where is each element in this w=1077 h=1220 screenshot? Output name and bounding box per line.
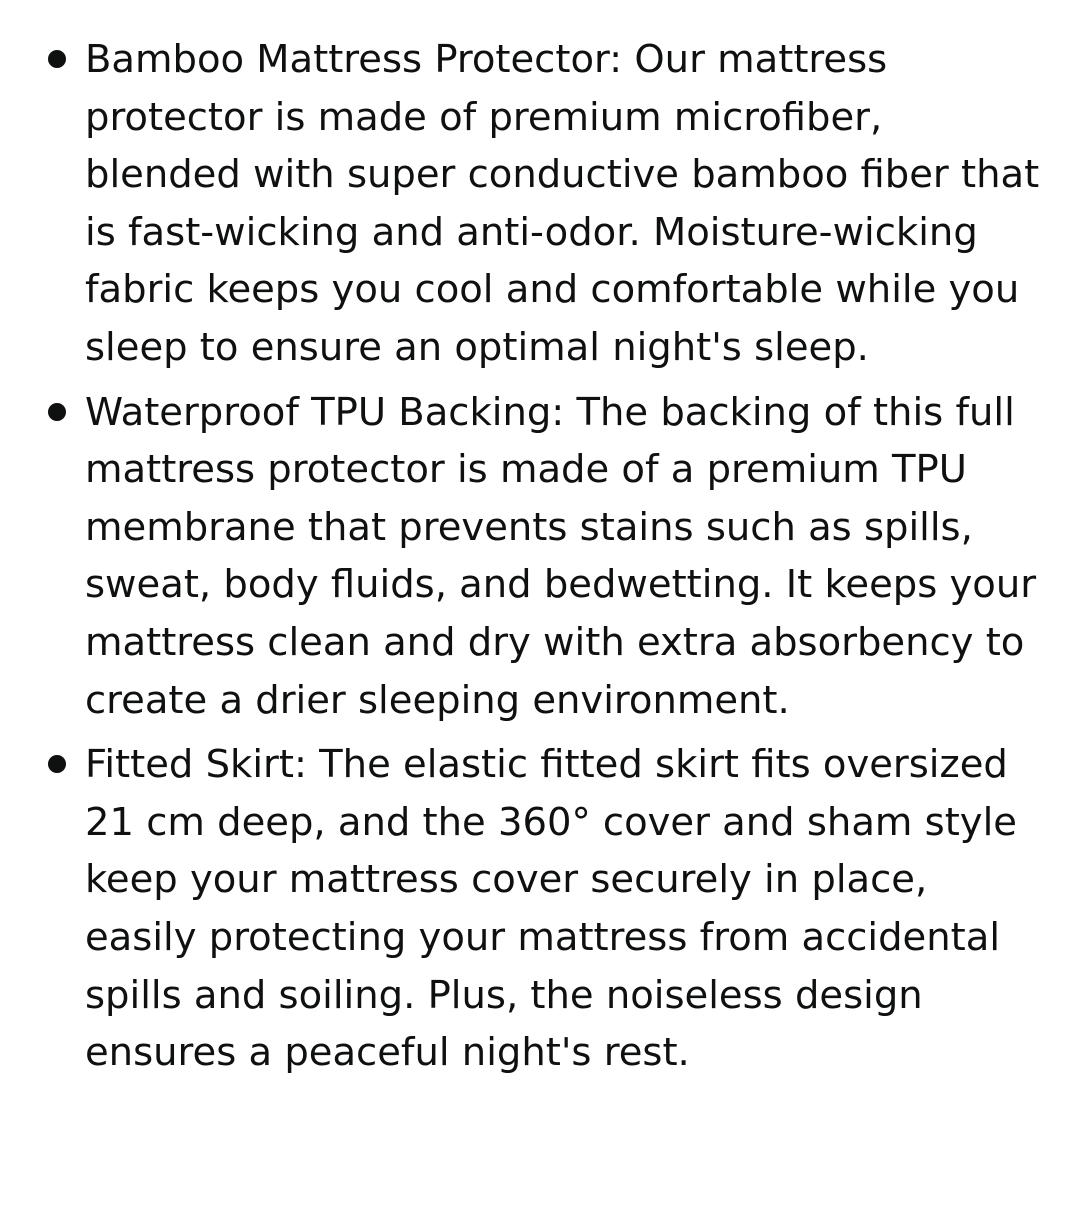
bullet-dot-icon [48, 50, 66, 68]
feature-bullet-text: Bamboo Mattress Protector: Our mattress protector is made of premium microfiber, blended with super conductive bamboo fiber that is fast-wicking and anti-odor. Moisture-wicking fabric keeps you cool and comfortable while you sleep to ensure an optimal night's sleep. [85, 37, 1040, 370]
feature-bullet-text: Waterproof TPU Backing: The backing of this full mattress protector is made of a premium TPU membrane that prevents stains such as spills, sweat, body fluids, and bedwetting. It keeps your mattress clean and dry with extra absorbency to create a drier sleeping environment. [85, 389, 1037, 723]
feature-bullet-text: Fitted Skirt: The elastic fitted skirt fits oversized 21 cm deep, and the 360° cover and sham style keep your mattress cover securely in place, easily protecting your mattress from accidental spills and soiling. Plus, the noiseless design ensures a peaceful night's rest. [85, 742, 1017, 1076]
bullet-dot-icon [48, 403, 66, 421]
feature-bullet-waterproof [0, 384, 1077, 730]
feature-bullet-list [0, 31, 1077, 1089]
bullet-dot-icon [48, 755, 66, 773]
feature-bullet-bamboo [0, 31, 1077, 377]
feature-bullet-fitted-skirt [0, 736, 1077, 1082]
